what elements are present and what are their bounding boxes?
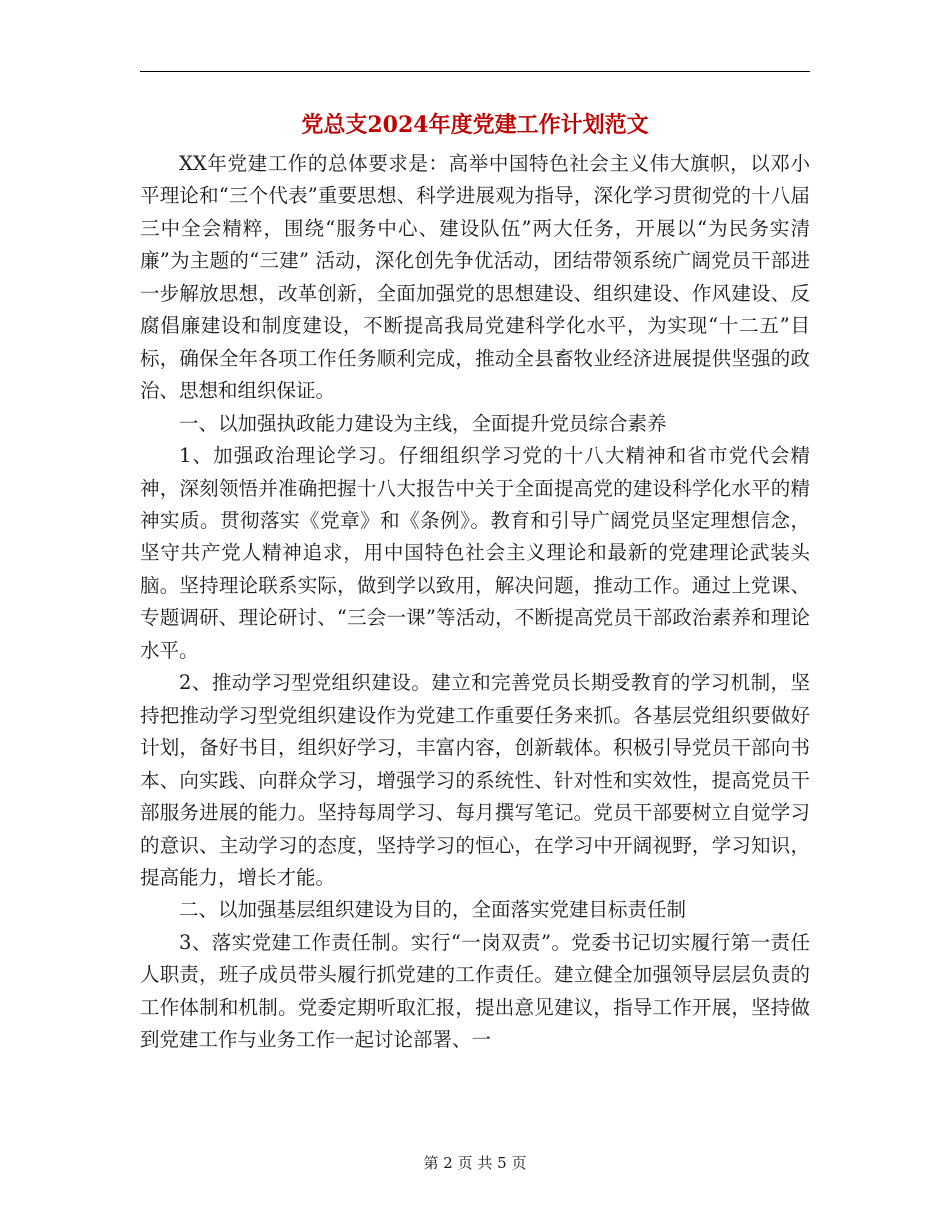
paragraph-item-2: 2、推动学习型党组织建设。建立和完善党员长期受教育的学习机制，坚持把推动学习型党组织建设作为党建工作重要任务来抓。各基层党组织要做好计划，备好书目，组织好学习，丰富内容，创新载体。积极引导党员干部向书本、向实践、向群众学习，增强学习的系统性、针对性和实效性，提高党员干部服务进展的能力。坚持每周学习、每月撰写笔记。党员干部要树立自觉学习的意识、主动学习的态度，坚持学习的恒心，在学习中开阔视野，学习知识，提高能力，增长才能。 [140,671,810,889]
paragraph-item-1: 1、加强政治理论学习。仔细组织学习党的十八大精神和省市党代会精神，深刻领悟并准确把握十八大报告中关于全面提高党的建设科学化水平的精神实质。贯彻落实《党章》和《条例》。教育和引导广阔党员坚定理想信念，坚守共产党人精神追求，用中国特色社会主义理论和最新的党建理论武装头脑。坚持理论联系实际，做到学以致用，解决问题，推动工作。通过上党课、专题调研、理论研讨、“三会一课”等活动，不断提高党员干部政治素养和理论水平。 [140,444,810,662]
document-body [140,148,810,1057]
section-heading-1: 一、以加强执政能力建设为主线，全面提升党员综合素养 [179,411,667,435]
page-number-footer: 第 2 页 共 5 页 [423,1154,527,1172]
paragraph-item-3: 3、落实党建工作责任制。实行“一岗双责”。党委书记切实履行第一责任人职责，班子成员带头履行抓党建的工作责任。建立健全加强领导层层负责的工作体制和机制。党委定期听取汇报，提出意见建议，指导工作开展，坚持做到党建工作与业务工作一起讨论部署、一 [140,930,810,1052]
section-heading-2: 二、以加强基层组织建设为目的，全面落实党建目标责任制 [179,898,687,922]
paragraph-intro: XX年党建工作的总体要求是：高举中国特色社会主义伟大旗帜，以邓小平理论和“三个代表”重要思想、科学进展观为指导，深化学习贯彻党的十八届三中全会精粹，围绕“服务中心、建设队伍”两大任务，开展以“为民务实清廉”为主题的“三建” 活动，深化创先争优活动，团结带领系统广阔党员干部进一步解放思想，改革创新，全面加强党的思想建设、组织建设、作风建设、反腐倡廉建设和制度建设，不断提高我局党建科学化水平，为实现“十二五”目标，确保全年各项工作任务顺利完成，推动全县畜牧业经济进展提供坚强的政治、思想和组织保证。 [140,152,810,403]
document-title: 党总支2024年度党建工作计划范文 [301,112,649,138]
header-rule [140,71,810,72]
